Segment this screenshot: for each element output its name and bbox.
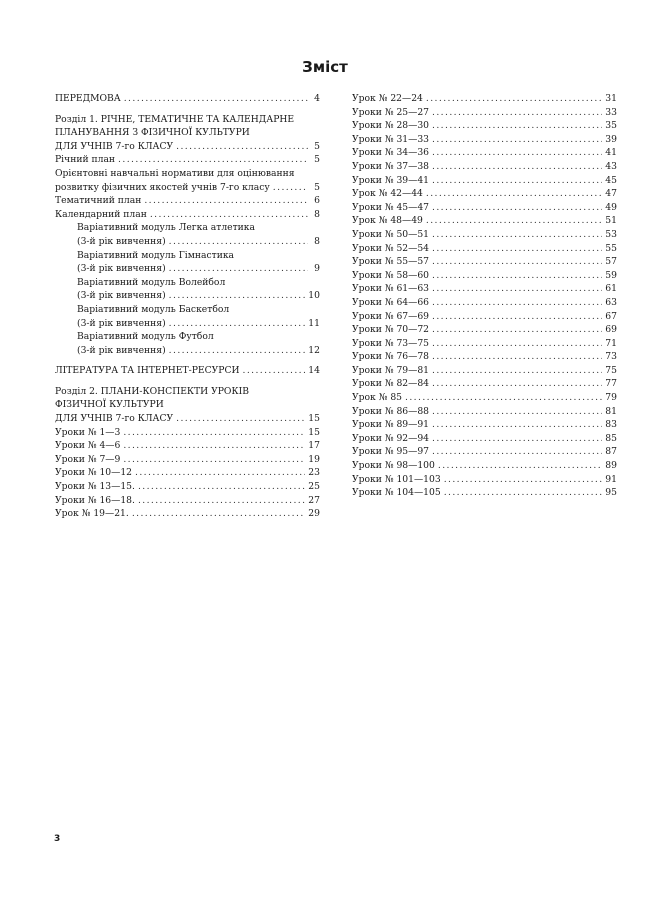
toc-leader [176, 140, 308, 154]
toc-entry-lesson[interactable] [352, 269, 617, 283]
toc-section-2-title: Розділ 2. ПЛАНИ-КОНСПЕКТИ УРОКІВ [55, 385, 249, 397]
toc-entry-lesson[interactable] [352, 228, 617, 242]
toc-page-number: 25 [308, 481, 320, 493]
toc-leader [432, 418, 602, 432]
toc-entry-lesson[interactable] [352, 214, 617, 228]
toc-leader [432, 269, 602, 283]
toc-page-number: 19 [308, 453, 320, 465]
toc-page-number: 15 [308, 426, 320, 438]
toc-leader [432, 377, 602, 391]
toc-entry-lesson[interactable] [352, 255, 617, 269]
toc-entry-lesson[interactable] [352, 282, 617, 296]
toc-leader [150, 208, 308, 222]
toc-entry-text: Уроки № 1—3 [55, 426, 121, 438]
toc-entry-lesson[interactable] [352, 174, 617, 188]
toc-page-number: 5 [314, 140, 320, 152]
toc-right-column [352, 92, 617, 500]
toc-leader [124, 92, 308, 106]
toc-entry-lesson[interactable] [352, 377, 617, 391]
toc-page-number: 79 [605, 392, 617, 404]
toc-module-title: Варіативний модуль Баскетбол [77, 303, 230, 315]
toc-page-number: 51 [605, 215, 617, 227]
toc-entry-literature[interactable] [55, 364, 320, 378]
toc-entry-norms[interactable] [55, 181, 320, 195]
toc-entry-text: Уроки № 7—9 [55, 453, 121, 465]
toc-leader [432, 160, 602, 174]
toc-entry-text: Уроки № 95—97 [352, 446, 430, 458]
toc-leader [138, 494, 305, 508]
toc-entry-text: Уроки № 28—30 [352, 120, 430, 132]
toc-entry-lesson[interactable] [352, 391, 617, 405]
toc-page-number: 11 [308, 317, 320, 329]
toc-entry-text: Уроки № 4—6 [55, 440, 121, 452]
toc-page-number: 75 [605, 364, 617, 376]
toc-leader [432, 296, 602, 310]
toc-module-title: Варіативний модуль Волейбол [77, 276, 226, 288]
toc-entry-text: Уроки № 34—36 [352, 147, 430, 159]
toc-leader [432, 255, 602, 269]
toc-page-number: 87 [605, 446, 617, 458]
toc-entry-text: Уроки № 45—47 [352, 201, 430, 213]
toc-page-number: 5 [314, 181, 320, 193]
toc-leader [432, 282, 602, 296]
toc-page-number: 43 [605, 160, 617, 172]
toc-entry-lesson[interactable] [55, 453, 320, 467]
toc-page-number: 9 [314, 263, 320, 275]
toc-entry-text: Річний план [55, 154, 116, 166]
toc-leader [426, 187, 602, 201]
toc-page-number: 45 [605, 174, 617, 186]
toc-entry-text: Уроки № 101—103 [352, 473, 441, 485]
toc-entry-text: Уроки № 25—27 [352, 106, 430, 118]
toc-leader [432, 310, 602, 324]
toc-page-number: 69 [605, 324, 617, 336]
toc-leader [169, 235, 308, 249]
toc-module-title: Варіативний модуль Легка атлетика [77, 222, 256, 234]
toc-page-number: 91 [605, 473, 617, 485]
toc-leader [243, 364, 306, 378]
toc-page-number: 89 [605, 460, 617, 472]
toc-entry-lesson[interactable] [55, 466, 320, 480]
toc-leader [132, 507, 305, 521]
toc-page-number: 6 [314, 195, 320, 207]
toc-entry-text: Уроки № 76—78 [352, 351, 430, 363]
toc-entry-calendar-plan[interactable] [55, 208, 320, 222]
toc-leader [432, 350, 602, 364]
toc-leader [426, 214, 602, 228]
toc-leader [432, 432, 602, 446]
toc-entry-lesson[interactable] [352, 432, 617, 446]
toc-page-number: 27 [308, 494, 320, 506]
toc-page-number: 29 [308, 508, 320, 520]
toc-page-number: 63 [605, 296, 617, 308]
toc-entry-text: Уроки № 39—41 [352, 174, 430, 186]
toc-entry-lesson[interactable] [352, 473, 617, 487]
toc-page-number: 31 [605, 93, 617, 104]
toc-entry-text: Уроки № 73—75 [352, 337, 430, 349]
toc-entry-text: (3-й рік вивчення) [77, 317, 166, 329]
toc-leader [123, 426, 305, 440]
toc-entry-text: Уроки № 104—105 [352, 487, 441, 499]
toc-page-number: 85 [605, 432, 617, 444]
toc-page-number: 81 [605, 405, 617, 417]
toc-entry-text: Уроки № 10—12 [55, 467, 133, 479]
toc-entry-text: Уроки № 67—69 [352, 310, 430, 322]
toc-page-number: 4 [314, 93, 320, 104]
toc-entry-text: Уроки № 50—51 [352, 228, 430, 240]
toc-leader [432, 405, 602, 419]
toc-section-1-title: Розділ 1. РІЧНЕ, ТЕМАТИЧНЕ ТА КАЛЕНДАРНЕ [55, 113, 295, 125]
toc-entry-thematic-plan[interactable] [55, 194, 320, 208]
page-title: Зміст [302, 58, 348, 76]
toc-page-number: 14 [308, 365, 320, 377]
toc-entry-norms-title: Орієнтовні навчальні нормативи для оцінювання [55, 167, 295, 179]
toc-entry-text: Уроки № 70—72 [352, 324, 430, 336]
toc-page-number: 41 [605, 147, 617, 159]
toc-entry-text: Уроки № 92—94 [352, 432, 430, 444]
toc-entry-text: Уроки № 98—100 [352, 460, 435, 472]
toc-leader [432, 201, 602, 215]
toc-page-number: 83 [605, 419, 617, 431]
toc-page-number: 17 [308, 440, 320, 452]
toc-page-number: 8 [314, 208, 320, 220]
toc-entry-lesson[interactable] [352, 133, 617, 147]
toc-entry-text: Урок № 42—44 [352, 188, 423, 200]
toc-entry-lesson[interactable] [55, 480, 320, 494]
toc-entry-lesson[interactable] [352, 119, 617, 133]
toc-entry-lesson[interactable] [55, 507, 320, 521]
toc-leader [169, 262, 308, 276]
toc-entry-lesson[interactable] [352, 92, 617, 106]
toc-leader [444, 473, 603, 487]
toc-leader [118, 153, 308, 167]
toc-leader [432, 174, 602, 188]
toc-leader [432, 228, 602, 242]
toc-leader [169, 317, 306, 331]
toc-page-number: 49 [605, 201, 617, 213]
toc-entry-text: розвитку фізичних якостей учнів 7-го класу [55, 181, 270, 193]
toc-entry-text: (3-й рік вивчення) [77, 235, 166, 247]
toc-module-title: Варіативний модуль Футбол [77, 331, 214, 343]
toc-page-number: 47 [605, 188, 617, 200]
toc-leader [138, 480, 305, 494]
toc-page-number: 12 [308, 344, 320, 356]
toc-page-number: 57 [605, 256, 617, 268]
toc-page-number: 10 [308, 290, 320, 302]
toc-leader [135, 466, 305, 480]
toc-page-number: 71 [605, 337, 617, 349]
toc-leader [432, 119, 602, 133]
toc-entry-text: ДЛЯ УЧНІВ 7-го КЛАСУ [55, 140, 174, 152]
toc-entry-text: ПЕРЕДМОВА [55, 93, 121, 104]
toc-entry-text: Уроки № 82—84 [352, 378, 430, 390]
toc-entry-lesson[interactable] [352, 337, 617, 351]
toc-leader [123, 439, 305, 453]
toc-entry-module-basketball[interactable] [55, 317, 320, 331]
toc-left-column [55, 92, 320, 521]
toc-entry-text: ЛІТЕРАТУРА ТА ІНТЕРНЕТ-РЕСУРСИ [55, 365, 240, 377]
toc-entry-text: Уроки № 64—66 [352, 296, 430, 308]
toc-entry-text: (3-й рік вивчення) [77, 290, 166, 302]
toc-entry-lesson[interactable] [352, 310, 617, 324]
toc-entry-section-1[interactable] [55, 140, 320, 154]
toc-entry-lesson[interactable] [55, 494, 320, 508]
toc-entry-module-volleyball[interactable] [55, 289, 320, 303]
toc-page-number: 33 [605, 106, 617, 118]
toc-leader [432, 242, 602, 256]
toc-leader [432, 364, 602, 378]
toc-page-number: 77 [605, 378, 617, 390]
toc-entry-intro[interactable] [55, 92, 320, 106]
toc-leader [405, 391, 602, 405]
toc-entry-lesson[interactable] [352, 459, 617, 473]
toc-entry-lesson[interactable] [352, 187, 617, 201]
toc-entry-lesson[interactable] [352, 418, 617, 432]
toc-entry-text: Урок № 19—21. [55, 508, 129, 520]
toc-entry-section-2[interactable] [55, 412, 320, 426]
toc-entry-annual-plan[interactable] [55, 153, 320, 167]
toc-entry-text: Уроки № 31—33 [352, 133, 430, 145]
toc-page-number: 8 [314, 235, 320, 247]
toc-entry-text: Уроки № 37—38 [352, 160, 430, 172]
toc-entry-text: Уроки № 79—81 [352, 364, 430, 376]
toc-leader [432, 106, 602, 120]
toc-page-number: 39 [605, 133, 617, 145]
toc-entry-text: Уроки № 58—60 [352, 269, 430, 281]
page-number: 3 [54, 834, 61, 844]
toc-entry-lesson[interactable] [55, 439, 320, 453]
toc-leader [432, 337, 602, 351]
toc-entry-text: Урок № 85 [352, 392, 403, 404]
toc-page-number: 61 [605, 283, 617, 295]
toc-entry-text: Уроки № 55—57 [352, 256, 430, 268]
toc-entry-text: Тематичний план [55, 195, 142, 207]
toc-page-number: 53 [605, 228, 617, 240]
toc-page-number: 15 [308, 413, 320, 425]
toc-entry-lesson[interactable] [352, 350, 617, 364]
toc-entry-lesson[interactable] [352, 146, 617, 160]
toc-leader [444, 486, 603, 500]
toc-entry-lesson[interactable] [352, 106, 617, 120]
toc-entry-text: (3-й рік вивчення) [77, 263, 166, 275]
toc-leader [426, 92, 602, 106]
toc-entry-text: Уроки № 16—18. [55, 494, 135, 506]
toc-entry-text: Календарний план [55, 208, 147, 220]
toc-entry-module-football[interactable] [55, 344, 320, 358]
toc-entry-lesson[interactable] [352, 160, 617, 174]
toc-page-number: 73 [605, 351, 617, 363]
toc-entry-module-athletics[interactable] [55, 235, 320, 249]
toc-entry-lesson[interactable] [352, 201, 617, 215]
toc-entry-lesson[interactable] [352, 242, 617, 256]
toc-entry-lesson[interactable] [352, 445, 617, 459]
toc-leader [432, 445, 602, 459]
toc-entry-module-gymnastics[interactable] [55, 262, 320, 276]
toc-entry-text: Уроки № 13—15. [55, 481, 135, 493]
toc-section-1-title: ПЛАНУВАННЯ З ФІЗИЧНОЇ КУЛЬТУРИ [55, 127, 250, 139]
toc-page-number: 35 [605, 120, 617, 132]
toc-page-number: 59 [605, 269, 617, 281]
toc-entry-text: Уроки № 86—88 [352, 405, 430, 417]
toc-entry-lesson[interactable] [352, 405, 617, 419]
toc-page-number: 67 [605, 310, 617, 322]
toc-leader [123, 453, 305, 467]
toc-entry-lesson[interactable] [352, 323, 617, 337]
toc-section-2-title: ФІЗИЧНОЇ КУЛЬТУРИ [55, 399, 164, 411]
toc-entry-text: Уроки № 61—63 [352, 283, 430, 295]
toc-entry-lesson[interactable] [55, 426, 320, 440]
toc-leader [144, 194, 308, 208]
toc-module-title: Варіативний модуль Гімнастика [77, 249, 235, 261]
toc-leader [438, 459, 602, 473]
toc-entry-text: (3-й рік вивчення) [77, 344, 166, 356]
toc-page-number: 23 [308, 467, 320, 479]
toc-page-number: 95 [605, 487, 617, 499]
toc-page-number: 55 [605, 242, 617, 254]
toc-entry-lesson[interactable] [352, 364, 617, 378]
toc-leader [169, 344, 306, 358]
toc-entry-text: Урок № 48—49 [352, 215, 423, 227]
toc-entry-text: Уроки № 52—54 [352, 242, 430, 254]
toc-entry-text: Урок № 22—24 [352, 93, 423, 104]
toc-leader [176, 412, 305, 426]
toc-leader [169, 289, 306, 303]
toc-leader [432, 133, 602, 147]
toc-leader [273, 181, 308, 195]
toc-lessons-list [55, 426, 320, 521]
toc-leader [432, 146, 602, 160]
toc-entry-text: ДЛЯ УЧНІВ 7-го КЛАСУ [55, 413, 174, 425]
toc-entry-lesson[interactable] [352, 486, 617, 500]
toc-leader [432, 323, 602, 337]
toc-page-number: 5 [314, 154, 320, 166]
toc-entry-text: Уроки № 89—91 [352, 419, 430, 431]
toc-entry-lesson[interactable] [352, 296, 617, 310]
